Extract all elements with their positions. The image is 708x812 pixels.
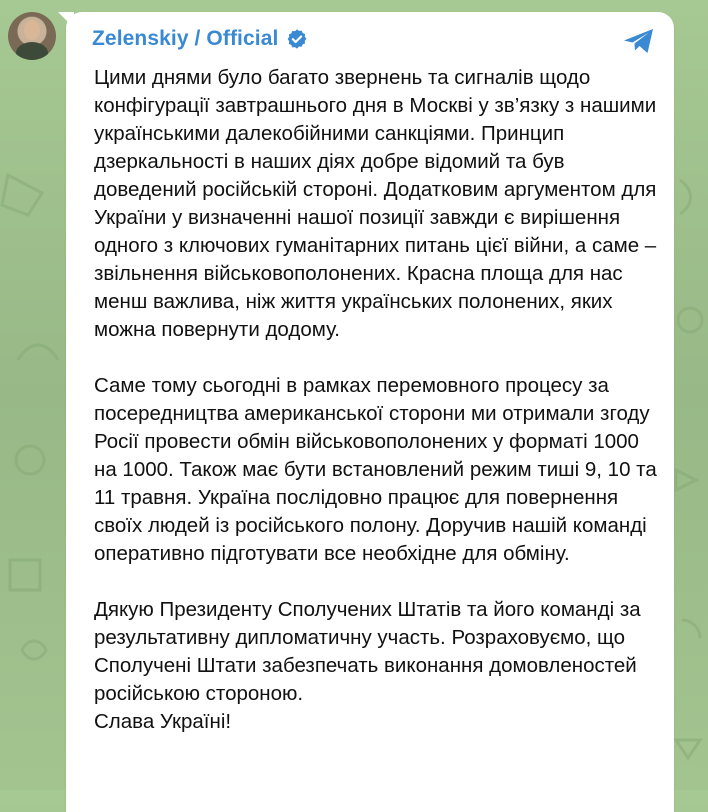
post-paragraph: Дякую Президенту Сполучених Штатів та його команді за результативну дипломатичну участь. Розраховуємо, що Сполучені Штати забезпечать виконання домовленостей російською стороною. Слава Україні! [94, 598, 641, 733]
channel-name[interactable]: Zelenskiy / Official [92, 27, 279, 50]
avatar-head [24, 20, 40, 40]
channel-header [92, 26, 308, 52]
post-paragraph: Саме тому сьогодні в рамках перемовного процесу за посередництва американської сторони ми отримали згоду Росії провести обмін військовополонених у форматі 1000 на 1000. Також має бути встановлений режим тиші 9, 10 та 11 травня. Україна послідовно працює для повернення своїх людей із російського полону. Доручив нашій команді оперативно підготувати все необхідне для обміну. [94, 374, 663, 565]
verified-badge-icon [286, 28, 308, 50]
message-bubble [66, 12, 674, 812]
post-paragraph: Цими днями було багато звернень та сигналів щодо конфігурації завтрашнього дня в Москві у зв’язку з нашими українськими далекобійними санкціями. Принцип дзеркальності в наших діях добре відомий та був доведений російській стороні. Додатковим аргументом для України у визначенні нашої позиції завжди є вирішення одного з ключових гуманітарних питань цієї війни, а саме – звільнення військовополонених. Красна площа для нас менш важлива, ніж життя українських полонених, яких можна повернути додому. [94, 66, 663, 341]
channel-avatar[interactable] [8, 12, 56, 60]
avatar-torso [16, 42, 48, 60]
post-text [94, 64, 663, 736]
telegram-plane-icon[interactable] [622, 26, 656, 56]
